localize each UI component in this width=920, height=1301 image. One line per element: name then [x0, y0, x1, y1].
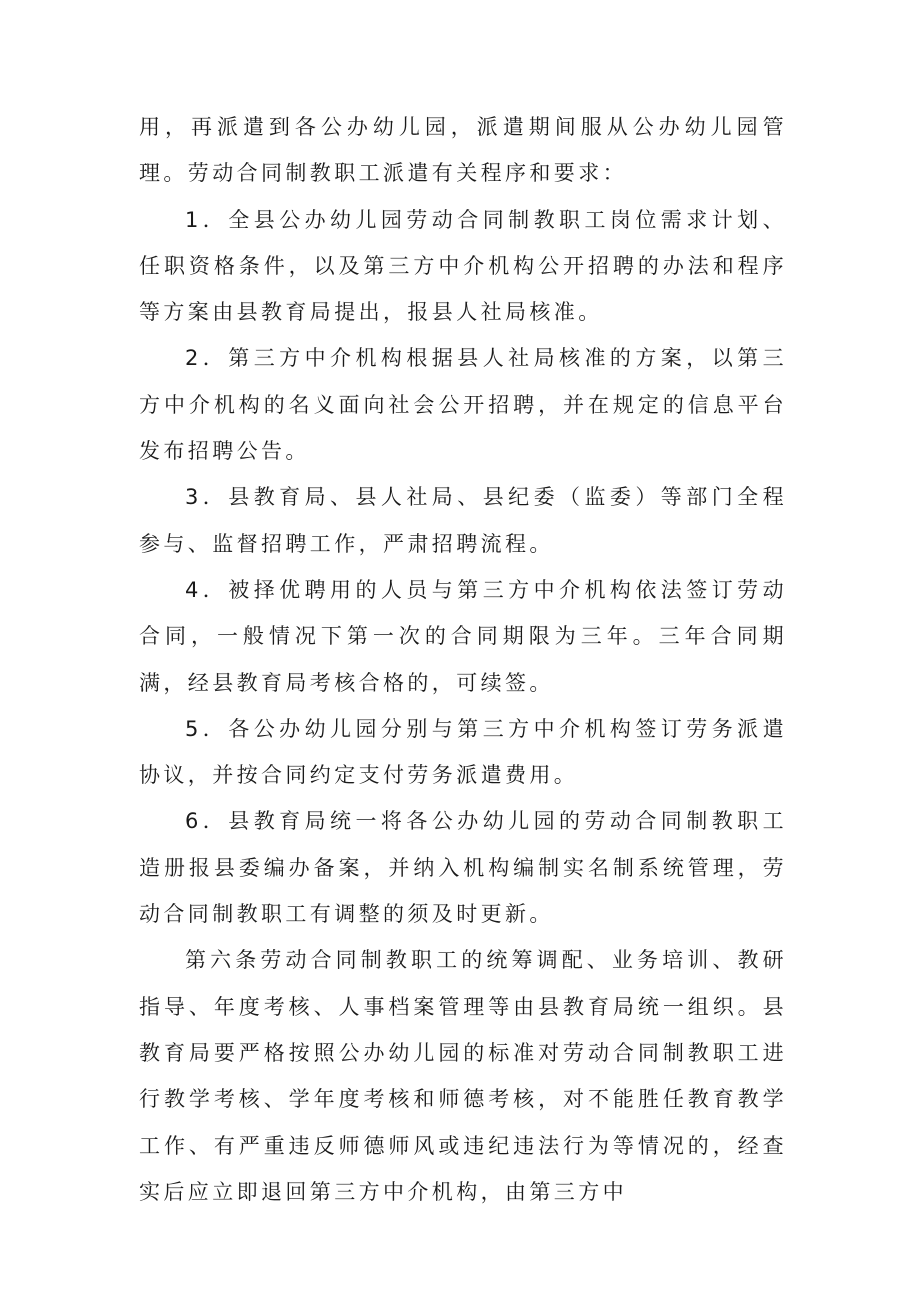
- paragraph-item-3: 3．县教育局、县人社局、县纪委（监委）等部门全程参与、监督招聘工作，严肃招聘流程。: [139, 485, 787, 556]
- paragraph-item-4: 4．被择优聘用的人员与第三方中介机构依法签订劳动合同，一般情况下第一次的合同期限为三年。三年合同期满，经县教育局考核合格的，可续签。: [139, 577, 787, 695]
- document-body: [139, 104, 787, 1215]
- paragraph-item-2: 2．第三方中介机构根据县人社局核准的方案，以第三方中介机构的名义面向社会公开招聘，并在规定的信息平台发布招聘公告。: [139, 346, 787, 464]
- paragraph-continuation: 用，再派遣到各公办幼儿园，派遣期间服从公办幼儿园管理。劳动合同制教职工派遣有关程序和要求：: [139, 115, 787, 186]
- paragraph-item-6: 6．县教育局统一将各公办幼儿园的劳动合同制教职工造册报县委编办备案，并纳入机构编制实名制系统管理，劳动合同制教职工有调整的须及时更新。: [139, 809, 787, 927]
- paragraph-item-1: 1．全县公办幼儿园劳动合同制教职工岗位需求计划、任职资格条件，以及第三方中介机构公开招聘的办法和程序等方案由县教育局提出，报县人社局核准。: [139, 207, 787, 325]
- paragraph-item-5: 5．各公办幼儿园分别与第三方中介机构签订劳务派遣协议，并按合同约定支付劳务派遣费用。: [139, 716, 787, 788]
- paragraph-article-6: 第六条劳动合同制教职工的统筹调配、业务培训、教研指导、年度考核、人事档案管理等由县教育局统一组织。县教育局要严格按照公办幼儿园的标准对劳动合同制教职工进行教学考核、学年度考核和师德考核，对不能胜任教育教学工作、有严重违反师德师风或违纪违法行为等情况的，经查实后应立即退回第三方中介机构，由第三方中: [139, 948, 787, 1204]
